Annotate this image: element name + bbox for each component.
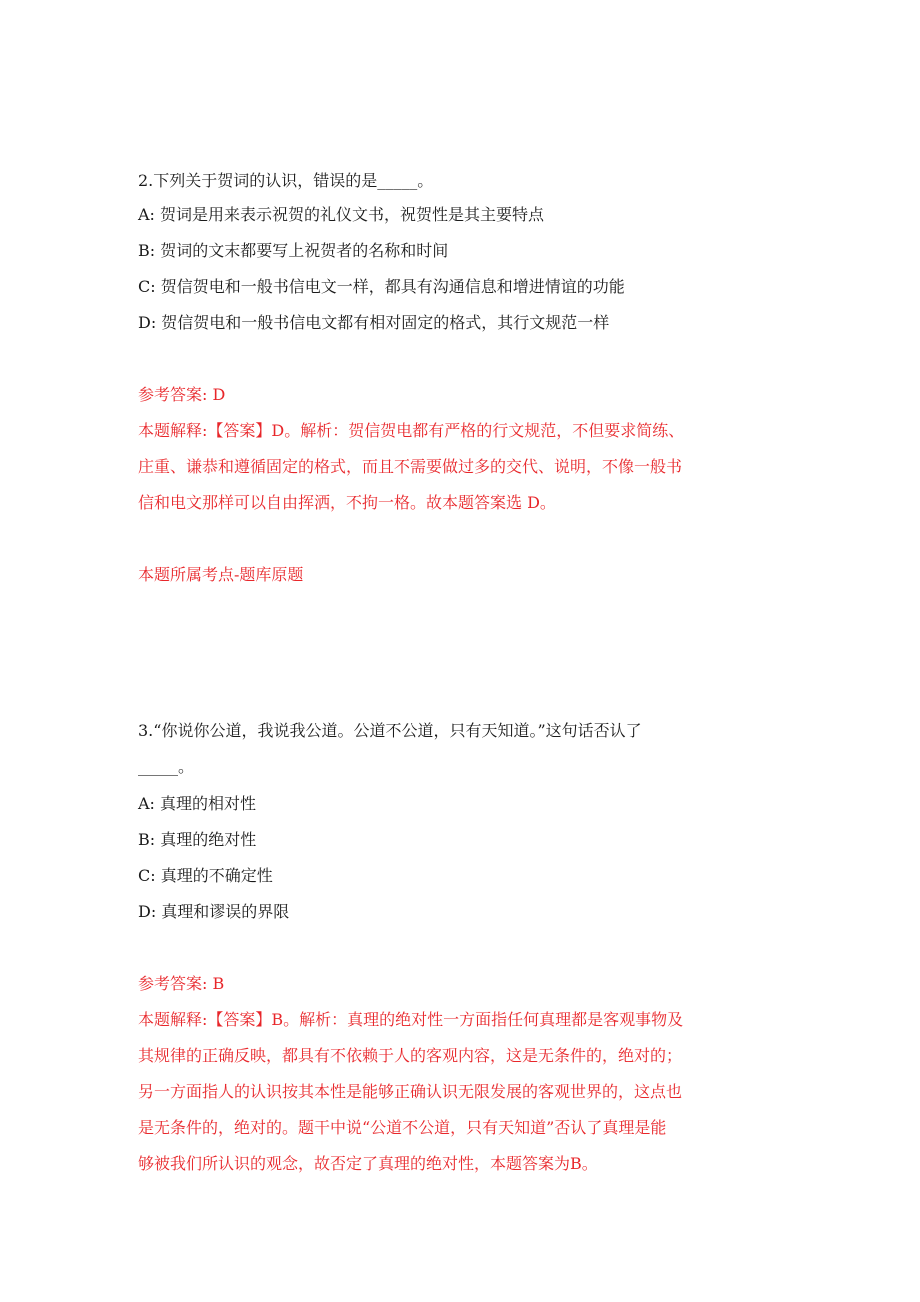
question-2-option-d: D: 贺信贺电和一般书信电文都有相对固定的格式，其行文规范一样 — [138, 313, 610, 332]
question-2-source: 本题所属考点-题库原题 — [138, 565, 304, 584]
question-2-option-c: C: 贺信贺电和一般书信电文一样，都具有沟通信息和增进情谊的功能 — [138, 277, 625, 296]
question-2-stem: 2.下列关于贺词的认识，错误的是_____。 — [138, 171, 434, 190]
question-3-stem: 3.“你说你公道，我说我公道。公道不公道，只有天知道。”这句话否认了 — [138, 721, 642, 740]
question-3-explanation-line: 本题解释:【答案】B。解析：真理的绝对性一方面指任何真理都是客观事物及 — [138, 1010, 684, 1029]
question-3-stem-continued: _____。 — [138, 757, 195, 776]
question-2-answer: 参考答案: D — [138, 385, 226, 404]
question-2-explanation-line: 信和电文那样可以自由挥洒，不拘一格。故本题答案选 D。 — [138, 493, 556, 512]
question-2-option-b: B: 贺词的文末都要写上祝贺者的名称和时间 — [138, 241, 449, 260]
question-3-explanation-line: 另一方面指人的认识按其本性是能够正确认识无限发展的客观世界的，这点也 — [138, 1082, 683, 1101]
question-3-explanation-line: 其规律的正确反映，都具有不依赖于人的客观内容，这是无条件的，绝对的； — [138, 1046, 683, 1065]
question-2-option-a: A: 贺词是用来表示祝贺的礼仪文书，祝贺性是其主要特点 — [138, 205, 545, 224]
question-3-option-c: C: 真理的不确定性 — [138, 866, 273, 885]
question-3-option-a: A: 真理的相对性 — [138, 794, 257, 813]
question-2-explanation-line: 本题解释:【答案】D。解析：贺信贺电都有严格的行文规范，不但要求简练、 — [138, 421, 685, 440]
question-3-option-d: D: 真理和谬误的界限 — [138, 902, 290, 921]
question-3-option-b: B: 真理的绝对性 — [138, 830, 257, 849]
question-3-answer: 参考答案: B — [138, 974, 225, 993]
question-2-explanation-line: 庄重、谦恭和遵循固定的格式，而且不需要做过多的交代、说明，不像一般书 — [138, 457, 683, 476]
question-3-explanation-line: 是无条件的，绝对的。题干中说“公道不公道，只有天知道”否认了真理是能 — [138, 1118, 667, 1137]
question-3-explanation-line: 够被我们所认识的观念，故否定了真理的绝对性，本题答案为B。 — [138, 1154, 598, 1173]
